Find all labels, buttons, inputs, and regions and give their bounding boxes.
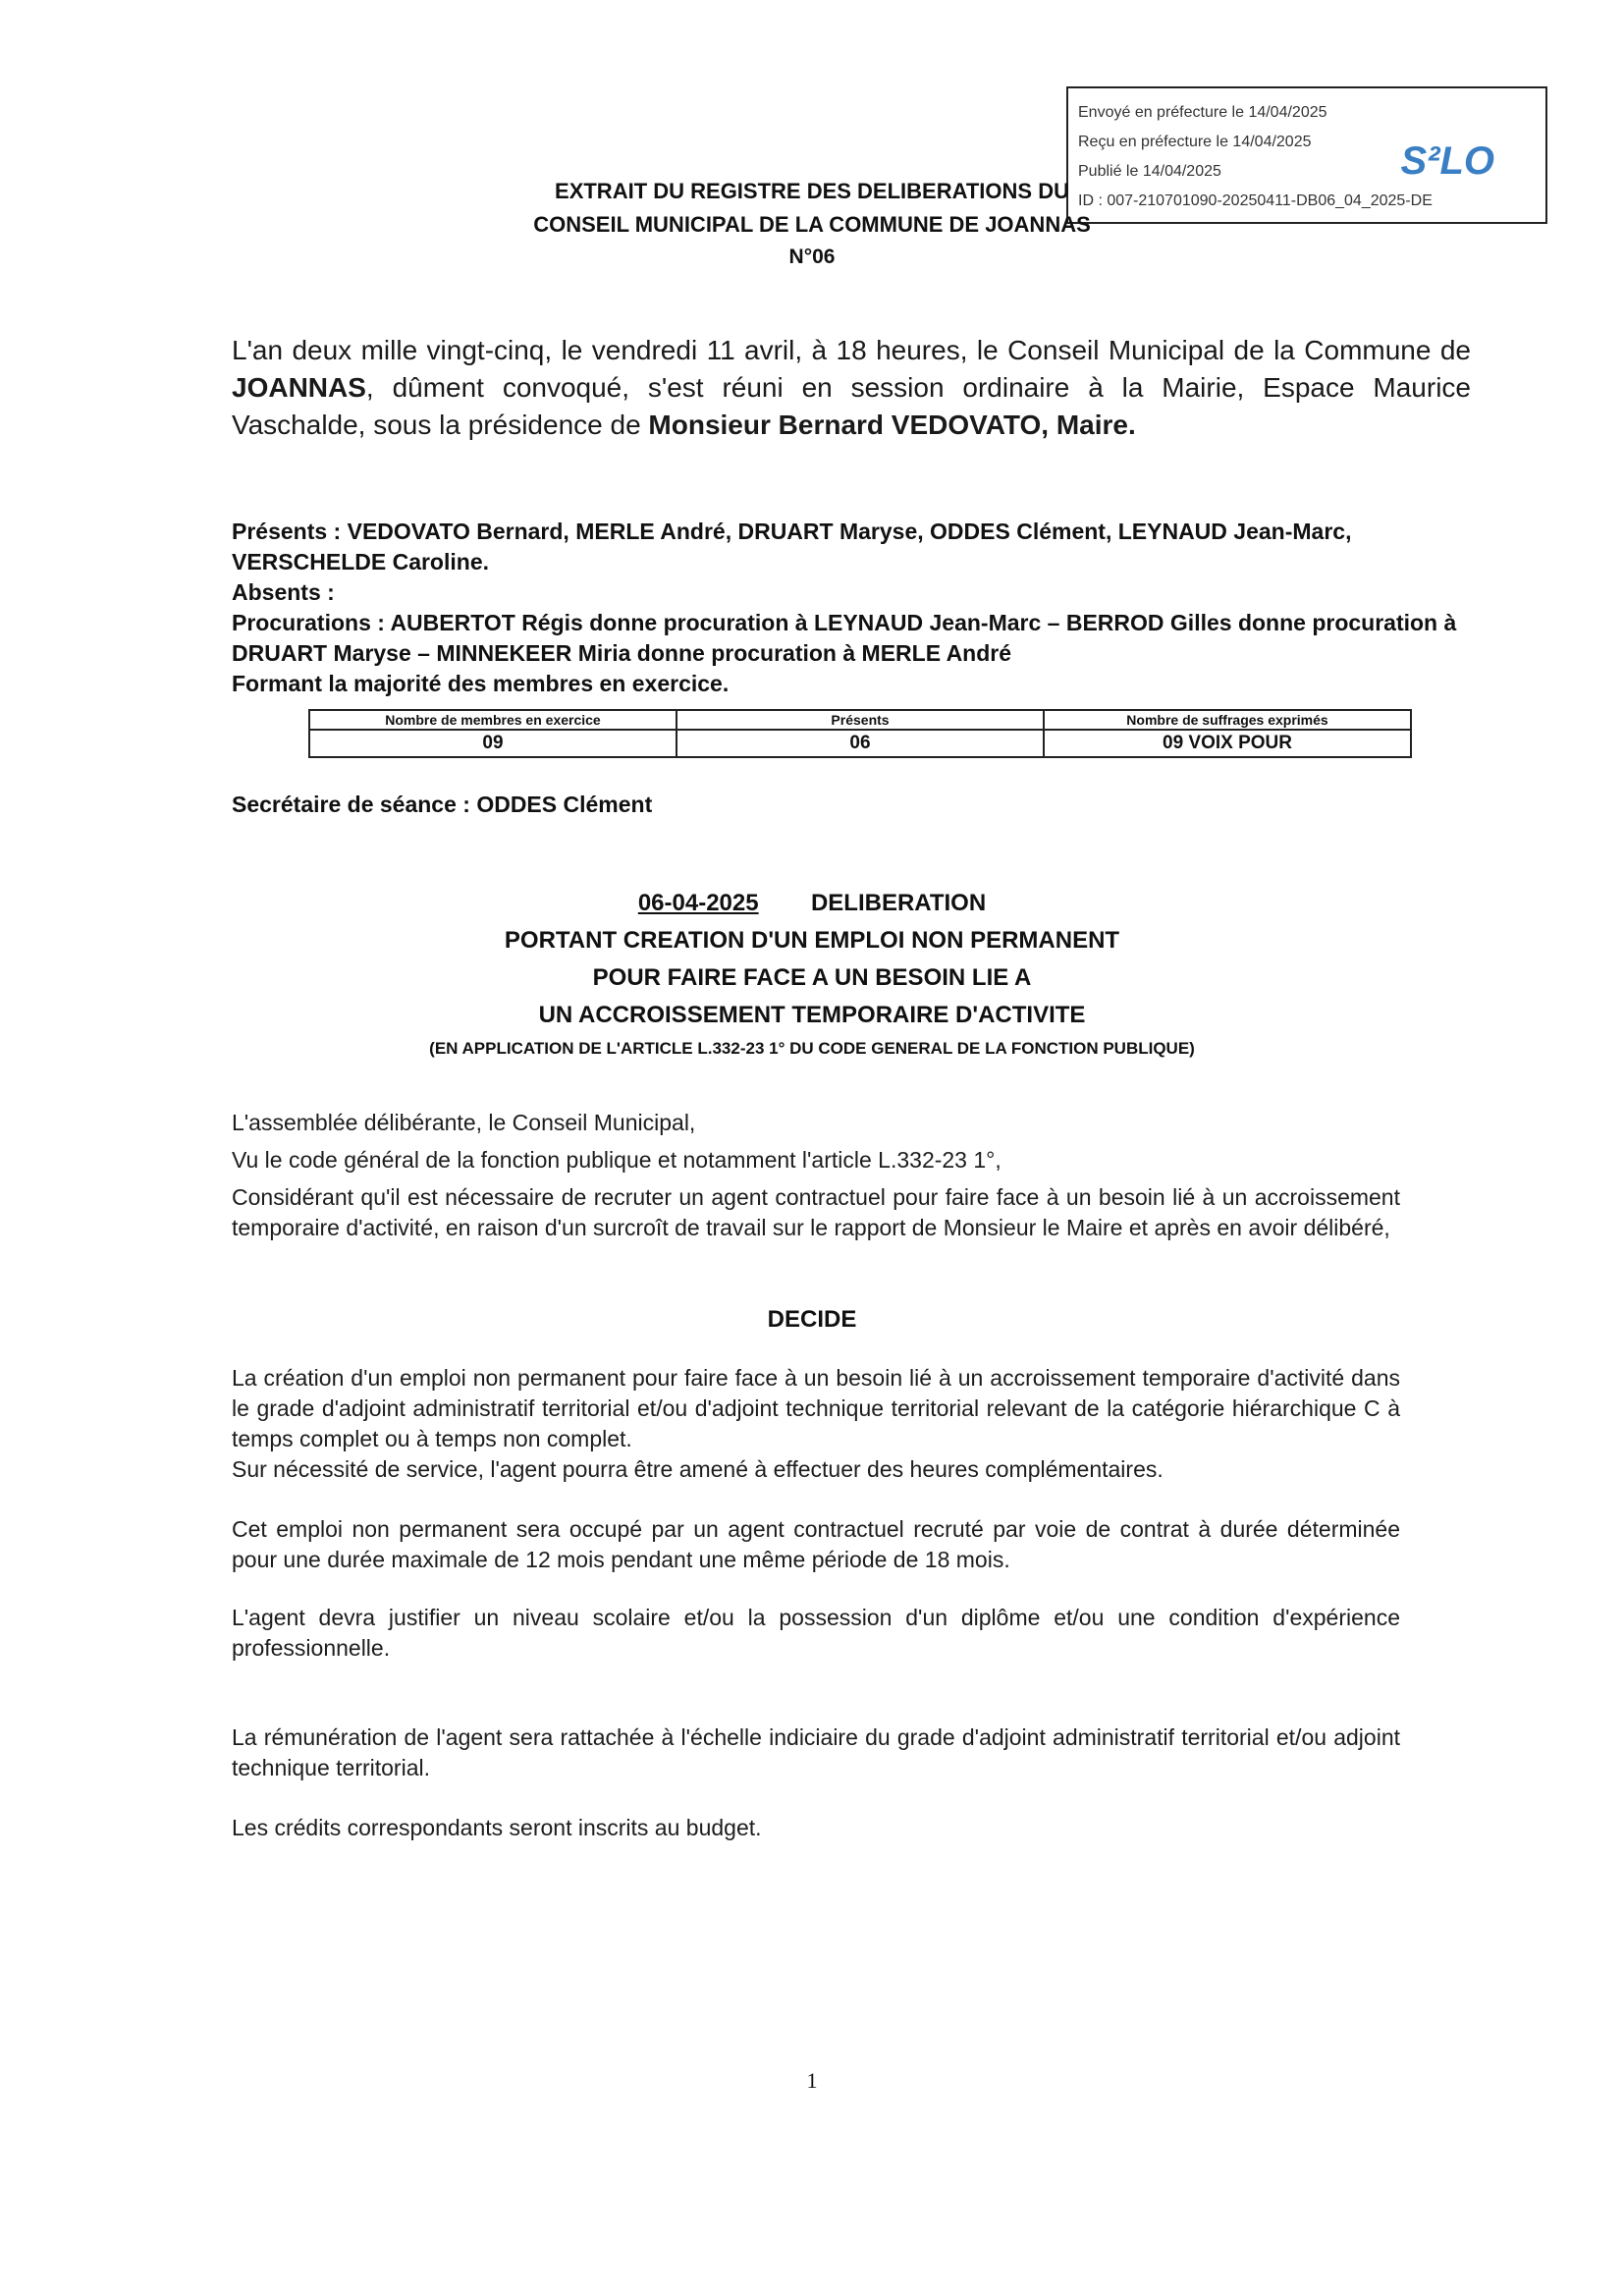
value-members: 09 <box>309 730 677 757</box>
intro-text-middle: , dûment convoqué, s'est réuni en session ordinaire à la Mairie, Espace Maurice Vaschalde, sous la présidence de <box>232 372 1471 440</box>
intro-paragraph <box>232 332 1471 444</box>
contract-paragraph: Cet emploi non permanent sera occupé par un agent contractuel recruté par voie de contrat à durée déterminée pour une durée maximale de 12 mois pendant une même période de 18 mois. <box>232 1516 1400 1572</box>
page-number: 1 <box>806 2068 818 2093</box>
majority-statement: Formant la majorité des membres en exercice. <box>232 671 730 696</box>
considering-paragraph: Considérant qu'il est nécessaire de recruter un agent contractuel pour faire face à un besoin lié à un accroissement temporaire d'activité, en raison d'un surcroît de travail sur le rapport de Monsieur le Maire et après en avoir délibéré, <box>232 1184 1400 1240</box>
register-title: EXTRAIT DU REGISTRE DES DELIBERATIONS DU <box>555 179 1069 203</box>
stamp-received-date: Reçu en préfecture le 14/04/2025 <box>1078 134 1312 150</box>
presents-list: Présents : VEDOVATO Bernard, MERLE André, DRUART Maryse, ODDES Clément, LEYNAUD Jean-Marc, VERSCHELDE Caroline. <box>232 519 1352 574</box>
deliberation-number: N°06 <box>788 246 836 268</box>
deliberation-title-line1: PORTANT CREATION D'UN EMPLOI NON PERMANENT <box>504 927 1120 954</box>
procurations-list: Procurations : AUBERTOT Régis donne procuration à LEYNAUD Jean-Marc – BERROD Gilles donne procuration à DRUART Maryse – MINNEKEER Miria donne procuration à MERLE André <box>232 610 1457 666</box>
president-name: Monsieur Bernard VEDOVATO, Maire. <box>648 410 1136 440</box>
stamp-sent-date: Envoyé en préfecture le 14/04/2025 <box>1078 104 1327 121</box>
deliberation-title-line2: POUR FAIRE FACE A UN BESOIN LIE A <box>592 964 1032 991</box>
remuneration-paragraph: La rémunération de l'agent sera rattachée à l'échelle indiciaire du grade d'adjoint administratif territorial et/ou adjoint technique territorial. <box>232 1724 1400 1780</box>
overtime-paragraph: Sur nécessité de service, l'agent pourra être amené à effectuer des heures complémentaires. <box>232 1456 1164 1482</box>
value-presents: 06 <box>677 730 1044 757</box>
s2lo-logo: S²LO <box>1400 139 1494 183</box>
header-votes: Nombre de suffrages exprimés <box>1044 710 1411 730</box>
stamp-id: ID : 007-210701090-20250411-DB06_04_2025-DE <box>1078 192 1433 209</box>
header-presents: Présents <box>677 710 1044 730</box>
absents-list: Absents : <box>232 579 335 605</box>
legal-reference: Vu le code général de la fonction publique et notamment l'article L.332-23 1°, <box>232 1147 1001 1173</box>
qualification-paragraph: L'agent devra justifier un niveau scolaire et/ou la possession d'un diplôme et/ou une condition d'expérience professionnelle. <box>232 1605 1400 1661</box>
session-secretary: Secrétaire de séance : ODDES Clément <box>232 792 653 817</box>
budget-paragraph: Les crédits correspondants seront inscrits au budget. <box>232 1815 762 1840</box>
council-title: CONSEIL MUNICIPAL DE LA COMMUNE DE JOANNAS <box>533 212 1091 237</box>
value-votes: 09 VOIX POUR <box>1044 730 1411 757</box>
intro-text-start: L'an deux mille vingt-cinq, le vendredi 11 avril, à 18 heures, le Conseil Municipal de la Commune de <box>232 335 1471 365</box>
stamp-published-date: Publié le 14/04/2025 <box>1078 163 1221 180</box>
deliberation-legal-basis: (EN APPLICATION DE L'ARTICLE L.332-23 1° DU CODE GENERAL DE LA FONCTION PUBLIQUE) <box>429 1039 1195 1058</box>
deliberation-title-line3: UN ACCROISSEMENT TEMPORAIRE D'ACTIVITE <box>538 1002 1086 1028</box>
header-members: Nombre de membres en exercice <box>309 710 677 730</box>
creation-paragraph: La création d'un emploi non permanent pour faire face à un besoin lié à un accroissement temporaire d'activité dans le grade d'adjoint administratif territorial et/ou d'adjoint technique territorial relevant de la catégorie hiérarchique C à temps complet ou à temps non complet. <box>232 1365 1400 1451</box>
deliberation-label: DELIBERATION <box>810 890 987 916</box>
table-value-row <box>309 730 1411 757</box>
deliberation-heading <box>0 890 1624 917</box>
commune-name: JOANNAS <box>232 372 366 403</box>
decide-heading: DECIDE <box>767 1306 857 1333</box>
vote-stats-table <box>308 709 1412 758</box>
deliberation-ref: 06-04-2025 <box>637 890 759 916</box>
assembly-statement: L'assemblée délibérante, le Conseil Municipal, <box>232 1110 696 1135</box>
table-header-row <box>309 710 1411 730</box>
